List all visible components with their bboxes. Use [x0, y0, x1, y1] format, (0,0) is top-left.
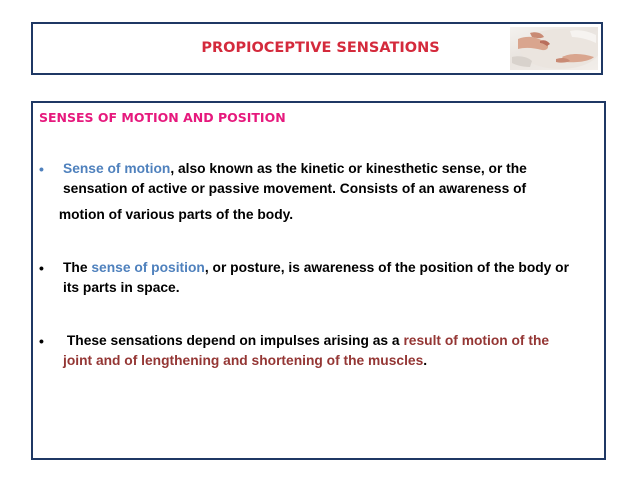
highlight-text: result of motion of the [403, 333, 550, 348]
bullet-line [55, 205, 593, 225]
bullet-line [63, 159, 593, 179]
body-text: , also known as the kinetic or kinesthetic sense, or the [170, 161, 527, 176]
bullet-line [63, 258, 593, 278]
highlight-text: Sense of motion [63, 161, 171, 176]
bullet-text [63, 331, 593, 371]
bullet-text [63, 258, 593, 298]
bullet-marker: • [39, 260, 44, 276]
section-heading: SENSES OF MOTION AND POSITION [39, 110, 286, 125]
bullet-marker: • [39, 333, 44, 349]
highlight-text: joint and of lengthening and shortening of the muscles [63, 353, 424, 368]
body-text: , or posture, is awareness of the position of the body or [204, 260, 569, 275]
bullet-text [55, 159, 593, 225]
body-text: The [63, 260, 92, 275]
bullet-line [63, 351, 593, 371]
highlight-text: sense of position [91, 260, 205, 275]
hands-photo-drawing [510, 27, 598, 70]
bullet-marker: • [39, 161, 44, 177]
body-text: These sensations depend on impulses arising as a [63, 333, 404, 348]
title-box [31, 22, 603, 75]
body-text: motion of various parts of the body. [55, 207, 294, 222]
content-box [31, 101, 606, 460]
bullet-line: its parts in space. [63, 280, 180, 295]
slide-title: PROPIOCEPTIVE SENSATIONS [201, 40, 440, 56]
bullet-line [63, 331, 593, 351]
bullet-line: sensation of active or passive movement. Consists of an awareness of [63, 181, 527, 196]
hands-photo [510, 27, 598, 70]
body-text: . [423, 353, 428, 368]
